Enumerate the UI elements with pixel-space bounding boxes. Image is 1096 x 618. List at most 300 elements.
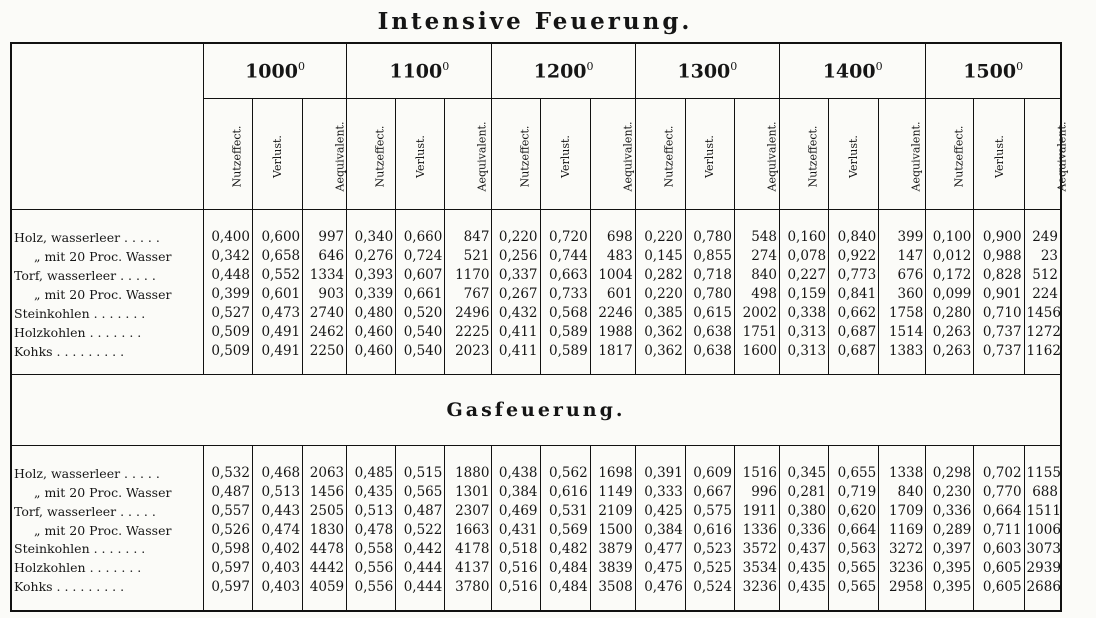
- value-cell: 0,780: [685, 285, 734, 304]
- value-cell: 2246: [590, 304, 635, 323]
- value-cell: 0,435: [347, 483, 396, 502]
- spacer-cell: [829, 361, 879, 375]
- value-cell: 0,638: [685, 342, 734, 361]
- value-cell: 3073: [1024, 540, 1061, 559]
- spacer-cell: [974, 596, 1024, 611]
- value-cell: 0,589: [540, 323, 590, 342]
- value-cell: 840: [734, 266, 779, 285]
- table-row: [11, 323, 1061, 342]
- value-cell: 0,565: [829, 577, 879, 596]
- spacer-cell: [203, 596, 252, 611]
- value-cell: 0,281: [779, 483, 828, 502]
- value-cell: 0,411: [492, 342, 540, 361]
- value-cell: 0,531: [540, 502, 590, 521]
- value-cell: 0,662: [829, 304, 879, 323]
- value-cell: 0,737: [974, 323, 1024, 342]
- subheader-label: Aequivalent.: [621, 121, 635, 191]
- value-cell: 2505: [303, 502, 347, 521]
- value-cell: 3879: [590, 540, 635, 559]
- spacer-cell: [926, 445, 974, 463]
- value-cell: 0,522: [396, 521, 445, 540]
- subheader-label: Verlust.: [847, 134, 861, 178]
- spacer-cell: [252, 210, 302, 228]
- value-cell: 0,724: [396, 247, 445, 266]
- value-cell: 767: [445, 285, 492, 304]
- spacer-cell: [635, 596, 685, 611]
- section-heading: Gasfeuerung.: [11, 375, 1061, 445]
- value-cell: 0,230: [926, 483, 974, 502]
- row-label-text: Holz, wasserleer . . . . .: [14, 465, 160, 481]
- value-cell: 0,256: [492, 247, 540, 266]
- spacer-cell: [11, 596, 203, 611]
- spacer-cell: [396, 210, 445, 228]
- value-cell: 1336: [734, 521, 779, 540]
- value-cell: 2958: [879, 577, 926, 596]
- degree-symbol: 0: [442, 59, 450, 73]
- spacer-cell: [1024, 361, 1061, 375]
- temperature-header: [347, 43, 492, 99]
- subheader-label: Aequivalent.: [333, 121, 347, 191]
- value-cell: 0,391: [635, 464, 685, 483]
- subheader-cell: [829, 99, 879, 210]
- value-cell: 0,609: [685, 464, 734, 483]
- subheader-label: Verlust.: [271, 134, 285, 178]
- spacer-cell: [1024, 210, 1061, 228]
- value-cell: 1456: [303, 483, 347, 502]
- table-row: [11, 483, 1061, 502]
- row-label-text: Kohks . . . . . . . . .: [14, 579, 125, 595]
- row-label: [11, 464, 203, 483]
- value-cell: 23: [1024, 247, 1061, 266]
- value-cell: 0,565: [829, 558, 879, 577]
- subheader-cell: [492, 99, 540, 210]
- value-cell: 0,473: [252, 304, 302, 323]
- spacer-cell: [303, 210, 347, 228]
- value-cell: 903: [303, 285, 347, 304]
- value-cell: 1516: [734, 464, 779, 483]
- value-cell: 0,484: [540, 577, 590, 596]
- value-cell: 0,145: [635, 247, 685, 266]
- spacer-cell: [779, 596, 828, 611]
- spacer-cell: [347, 596, 396, 611]
- value-cell: 0,487: [396, 502, 445, 521]
- value-cell: 0,988: [974, 247, 1024, 266]
- value-cell: 0,601: [252, 285, 302, 304]
- spacer-cell: [685, 596, 734, 611]
- temperature-value: 1200: [533, 60, 587, 83]
- value-cell: 0,403: [252, 577, 302, 596]
- row-label-text: „ mit 20 Proc. Wasser: [34, 248, 172, 264]
- spacer-cell: [879, 361, 926, 375]
- spacer-cell: [685, 210, 734, 228]
- subheader-label: Verlust.: [992, 134, 1006, 178]
- value-cell: 521: [445, 247, 492, 266]
- value-cell: 0,509: [203, 342, 252, 361]
- value-cell: 0,563: [829, 540, 879, 559]
- value-cell: 0,520: [396, 304, 445, 323]
- row-label: [11, 228, 203, 247]
- value-cell: 0,540: [396, 323, 445, 342]
- spacer-cell: [685, 445, 734, 463]
- value-cell: 0,227: [779, 266, 828, 285]
- value-cell: 0,603: [974, 540, 1024, 559]
- value-cell: 0,600: [252, 228, 302, 247]
- value-cell: 0,437: [779, 540, 828, 559]
- row-label: [11, 483, 203, 502]
- value-cell: 0,289: [926, 521, 974, 540]
- value-cell: 1511: [1024, 502, 1061, 521]
- value-cell: 0,399: [203, 285, 252, 304]
- spacer-cell: [492, 445, 540, 463]
- value-cell: 0,525: [685, 558, 734, 577]
- table-row: [11, 502, 1061, 521]
- spacer-cell: [11, 445, 203, 463]
- subheader-label: Verlust.: [413, 134, 427, 178]
- value-cell: 0,900: [974, 228, 1024, 247]
- temperature-header: [492, 43, 635, 99]
- value-cell: 1751: [734, 323, 779, 342]
- value-cell: 0,220: [635, 285, 685, 304]
- value-cell: 0,342: [203, 247, 252, 266]
- row-label: [11, 285, 203, 304]
- value-cell: 0,901: [974, 285, 1024, 304]
- value-cell: 0,160: [779, 228, 828, 247]
- value-cell: 0,702: [974, 464, 1024, 483]
- value-cell: 0,477: [635, 540, 685, 559]
- value-cell: 840: [879, 483, 926, 502]
- subheader-cell: [734, 99, 779, 210]
- value-cell: 0,012: [926, 247, 974, 266]
- value-cell: 3572: [734, 540, 779, 559]
- value-cell: 0,468: [252, 464, 302, 483]
- value-cell: 0,475: [635, 558, 685, 577]
- subheader-cell: [926, 99, 974, 210]
- value-cell: 1170: [445, 266, 492, 285]
- value-cell: 2496: [445, 304, 492, 323]
- degree-symbol: 0: [1016, 59, 1024, 73]
- value-cell: 0,448: [203, 266, 252, 285]
- value-cell: 548: [734, 228, 779, 247]
- subheader-cell: [779, 99, 828, 210]
- value-cell: 1006: [1024, 521, 1061, 540]
- value-cell: 0,280: [926, 304, 974, 323]
- value-cell: 0,770: [974, 483, 1024, 502]
- value-cell: 0,395: [926, 558, 974, 577]
- value-cell: 0,159: [779, 285, 828, 304]
- subheader-cell: [347, 99, 396, 210]
- subheader-cell: [685, 99, 734, 210]
- value-cell: 676: [879, 266, 926, 285]
- value-cell: 0,687: [829, 342, 879, 361]
- value-cell: 224: [1024, 285, 1061, 304]
- row-label: [11, 502, 203, 521]
- value-cell: 0,664: [974, 502, 1024, 521]
- value-cell: 0,478: [347, 521, 396, 540]
- value-cell: 2225: [445, 323, 492, 342]
- value-cell: 698: [590, 228, 635, 247]
- subheader-cell: [974, 99, 1024, 210]
- spacer-cell: [303, 361, 347, 375]
- subheader-cell: [396, 99, 445, 210]
- value-cell: 0,710: [974, 304, 1024, 323]
- value-cell: 0,663: [540, 266, 590, 285]
- spacer-cell: [779, 361, 828, 375]
- value-cell: 0,313: [779, 323, 828, 342]
- spacer-cell: [974, 445, 1024, 463]
- value-cell: 1169: [879, 521, 926, 540]
- value-cell: 0,607: [396, 266, 445, 285]
- value-cell: 0,282: [635, 266, 685, 285]
- value-cell: 0,333: [635, 483, 685, 502]
- value-cell: 0,620: [829, 502, 879, 521]
- degree-symbol: 0: [730, 59, 738, 73]
- value-cell: 0,276: [347, 247, 396, 266]
- value-cell: 0,362: [635, 342, 685, 361]
- value-cell: 0,384: [492, 483, 540, 502]
- value-cell: 0,518: [492, 540, 540, 559]
- degree-symbol: 0: [297, 59, 305, 73]
- spacer-cell: [445, 361, 492, 375]
- value-cell: 0,711: [974, 521, 1024, 540]
- value-cell: 0,485: [347, 464, 396, 483]
- value-cell: 0,403: [252, 558, 302, 577]
- value-cell: 0,557: [203, 502, 252, 521]
- value-cell: 0,480: [347, 304, 396, 323]
- temperature-value: 1000: [245, 60, 298, 83]
- value-cell: 0,469: [492, 502, 540, 521]
- value-cell: 3272: [879, 540, 926, 559]
- value-cell: 0,395: [926, 577, 974, 596]
- value-cell: 0,598: [203, 540, 252, 559]
- spacer-cell: [445, 445, 492, 463]
- value-cell: 0,313: [779, 342, 828, 361]
- value-cell: 0,562: [540, 464, 590, 483]
- value-cell: 0,393: [347, 266, 396, 285]
- subheader-label: Verlust.: [703, 134, 717, 178]
- value-cell: 0,339: [347, 285, 396, 304]
- value-cell: 1988: [590, 323, 635, 342]
- spacer-cell: [396, 596, 445, 611]
- spacer-cell: [445, 596, 492, 611]
- value-cell: 0,513: [347, 502, 396, 521]
- degree-symbol: 0: [875, 59, 883, 73]
- value-cell: 1698: [590, 464, 635, 483]
- fuel-efficiency-table: [10, 42, 1068, 612]
- value-cell: 3839: [590, 558, 635, 577]
- spacer-cell: [203, 361, 252, 375]
- value-cell: 3236: [734, 577, 779, 596]
- table-row: [11, 558, 1061, 577]
- value-cell: 0,523: [685, 540, 734, 559]
- value-cell: 847: [445, 228, 492, 247]
- value-cell: 0,661: [396, 285, 445, 304]
- subheader-label: Nutzeffect.: [662, 125, 676, 187]
- value-cell: 0,516: [492, 577, 540, 596]
- table-row: [11, 304, 1061, 323]
- row-label: [11, 266, 203, 285]
- value-cell: 0,340: [347, 228, 396, 247]
- value-cell: 2063: [303, 464, 347, 483]
- value-cell: 1758: [879, 304, 926, 323]
- temperature-header: [635, 43, 779, 99]
- table-row: [11, 285, 1061, 304]
- value-cell: 996: [734, 483, 779, 502]
- value-cell: 0,172: [926, 266, 974, 285]
- value-cell: 399: [879, 228, 926, 247]
- value-cell: 0,491: [252, 323, 302, 342]
- temperature-header: [779, 43, 925, 99]
- value-cell: 1155: [1024, 464, 1061, 483]
- subheader-cell: [635, 99, 685, 210]
- row-label-text: Kohks . . . . . . . . .: [14, 343, 125, 359]
- spacer-cell: [203, 445, 252, 463]
- value-cell: 0,384: [635, 521, 685, 540]
- value-cell: 0,737: [974, 342, 1024, 361]
- value-cell: 0,616: [540, 483, 590, 502]
- value-cell: 0,720: [540, 228, 590, 247]
- value-cell: 0,444: [396, 558, 445, 577]
- spacer-cell: [635, 210, 685, 228]
- spacer-cell: [734, 361, 779, 375]
- spacer-cell: [492, 210, 540, 228]
- value-cell: 0,552: [252, 266, 302, 285]
- spacer-cell: [926, 596, 974, 611]
- row-label-text: „ mit 20 Proc. Wasser: [34, 286, 172, 302]
- subheader-label: Aequivalent.: [475, 121, 489, 191]
- value-cell: 0,400: [203, 228, 252, 247]
- value-cell: 0,263: [926, 342, 974, 361]
- spacer-cell: [347, 210, 396, 228]
- spacer-cell: [11, 210, 203, 228]
- value-cell: 0,442: [396, 540, 445, 559]
- value-cell: 0,476: [635, 577, 685, 596]
- spacer-cell: [829, 596, 879, 611]
- subheader-cell: [879, 99, 926, 210]
- value-cell: 3236: [879, 558, 926, 577]
- value-cell: 2002: [734, 304, 779, 323]
- spacer-cell: [303, 596, 347, 611]
- value-cell: 0,432: [492, 304, 540, 323]
- row-label: [11, 342, 203, 361]
- value-cell: 0,605: [974, 577, 1024, 596]
- spacer-cell: [829, 210, 879, 228]
- value-cell: 0,773: [829, 266, 879, 285]
- table-corner: [11, 43, 203, 210]
- value-cell: 3534: [734, 558, 779, 577]
- spacer-cell: [685, 361, 734, 375]
- value-cell: 0,733: [540, 285, 590, 304]
- spacer-cell: [779, 210, 828, 228]
- value-cell: 1830: [303, 521, 347, 540]
- value-cell: 0,078: [779, 247, 828, 266]
- value-cell: 1514: [879, 323, 926, 342]
- row-label: [11, 577, 203, 596]
- value-cell: 1301: [445, 483, 492, 502]
- spacer-cell: [252, 596, 302, 611]
- value-cell: 0,922: [829, 247, 879, 266]
- page-title: Intensive Feuerung.: [377, 8, 693, 35]
- subheader-cell: [1024, 99, 1068, 210]
- row-label: [11, 247, 203, 266]
- value-cell: 0,337: [492, 266, 540, 285]
- value-cell: 0,435: [779, 577, 828, 596]
- spacer-cell: [974, 210, 1024, 228]
- value-cell: 1911: [734, 502, 779, 521]
- table-row: [11, 521, 1061, 540]
- subheader-cell: [590, 99, 635, 210]
- value-cell: 0,263: [926, 323, 974, 342]
- value-cell: 4137: [445, 558, 492, 577]
- table-row: [11, 266, 1061, 285]
- value-cell: 0,220: [492, 228, 540, 247]
- value-cell: 2250: [303, 342, 347, 361]
- value-cell: 0,718: [685, 266, 734, 285]
- temperature-value: 1300: [677, 60, 731, 83]
- value-cell: 0,655: [829, 464, 879, 483]
- value-cell: 147: [879, 247, 926, 266]
- subheader-label: Nutzeffect.: [518, 125, 532, 187]
- row-label: [11, 323, 203, 342]
- spacer-cell: [540, 445, 590, 463]
- subheader-cell: [252, 99, 302, 210]
- row-label-text: „ mit 20 Proc. Wasser: [34, 484, 172, 500]
- value-cell: 0,397: [926, 540, 974, 559]
- temperature-value: 1400: [822, 60, 876, 83]
- value-cell: 1149: [590, 483, 635, 502]
- spacer-cell: [779, 445, 828, 463]
- row-label: [11, 558, 203, 577]
- subheader-cell: [303, 99, 347, 210]
- spacer-cell: [11, 361, 203, 375]
- subheader-label: Nutzeffect.: [806, 125, 820, 187]
- value-cell: 1880: [445, 464, 492, 483]
- row-label-text: Holzkohlen . . . . . . .: [14, 560, 142, 576]
- value-cell: 0,565: [396, 483, 445, 502]
- value-cell: 1334: [303, 266, 347, 285]
- value-cell: 0,362: [635, 323, 685, 342]
- spacer-cell: [540, 210, 590, 228]
- row-label-text: „ mit 20 Proc. Wasser: [34, 522, 172, 538]
- value-cell: 0,589: [540, 342, 590, 361]
- value-cell: 0,402: [252, 540, 302, 559]
- value-cell: 997: [303, 228, 347, 247]
- spacer-cell: [252, 445, 302, 463]
- spacer-cell: [635, 361, 685, 375]
- value-cell: 1500: [590, 521, 635, 540]
- spacer-cell: [590, 361, 635, 375]
- value-cell: 0,482: [540, 540, 590, 559]
- table-row: [11, 228, 1061, 247]
- value-cell: 0,855: [685, 247, 734, 266]
- value-cell: 0,474: [252, 521, 302, 540]
- value-cell: 0,513: [252, 483, 302, 502]
- spacer-cell: [540, 596, 590, 611]
- subheader-label: Nutzeffect.: [373, 125, 387, 187]
- value-cell: 0,099: [926, 285, 974, 304]
- value-cell: 0,840: [829, 228, 879, 247]
- value-cell: 0,411: [492, 323, 540, 342]
- value-cell: 4442: [303, 558, 347, 577]
- value-cell: 1456: [1024, 304, 1061, 323]
- table-row: [11, 540, 1061, 559]
- value-cell: 4059: [303, 577, 347, 596]
- value-cell: 0,220: [635, 228, 685, 247]
- row-label-text: Steinkohlen . . . . . . .: [14, 541, 146, 557]
- value-cell: 0,719: [829, 483, 879, 502]
- value-cell: 0,841: [829, 285, 879, 304]
- spacer-cell: [734, 210, 779, 228]
- value-cell: 2307: [445, 502, 492, 521]
